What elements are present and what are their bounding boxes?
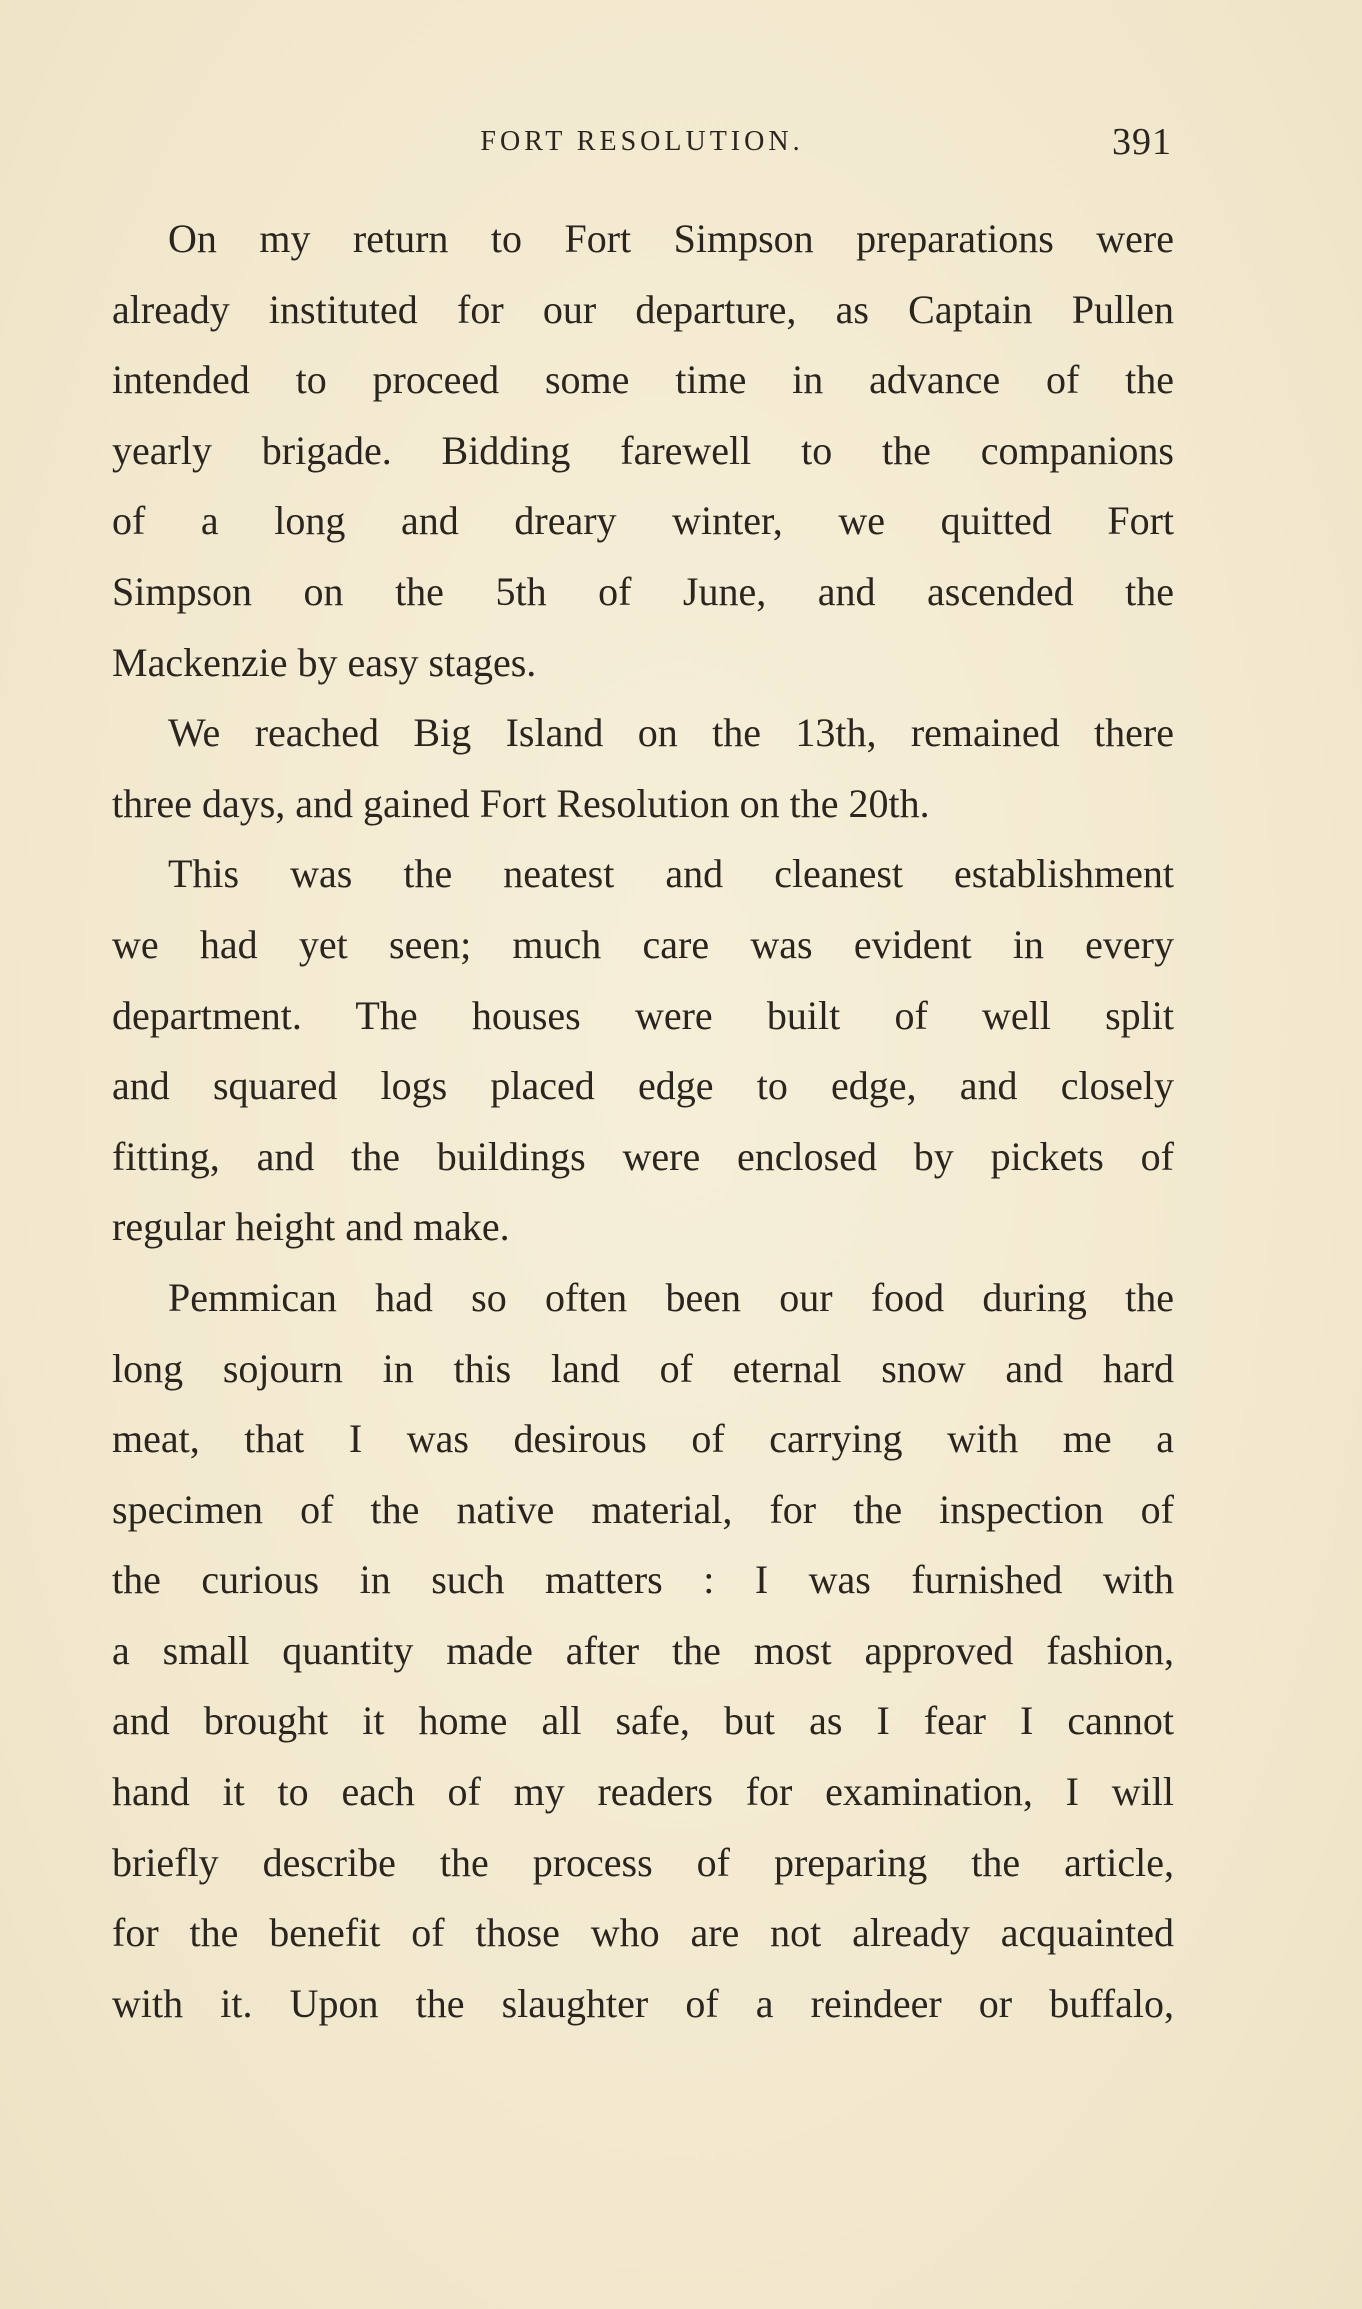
text-line: already instituted for our departure, as Captain Pullen <box>112 286 1174 332</box>
text-line: regular height and make. <box>112 1204 510 1250</box>
text-line: Simpson on the 5th of June, and ascended the <box>112 568 1174 614</box>
text-line: We reached Big Island on the 13th, remained there <box>168 710 1174 756</box>
running-title: FORT RESOLUTION. <box>480 126 804 157</box>
running-head <box>112 120 1172 164</box>
text-line: three days, and gained Fort Resolution on the 20th. <box>112 780 930 826</box>
text-line: Mackenzie by easy stages. <box>112 639 537 685</box>
text-line: briefly describe the process of preparing the article, <box>112 1839 1174 1885</box>
text-line: for the benefit of those who are not already acquainted <box>112 1910 1174 1956</box>
text-line: department. The houses were built of well split <box>112 992 1174 1038</box>
page-number: 391 <box>1112 121 1172 163</box>
text-line: a small quantity made after the most approved fashion, <box>112 1627 1174 1673</box>
text-line: yearly brigade. Bidding farewell to the companions <box>112 427 1174 473</box>
text-line: This was the neatest and cleanest establishment <box>168 851 1174 897</box>
text-line: the curious in such matters : I was furnished with <box>112 1557 1174 1603</box>
text-line: and squared logs placed edge to edge, and closely <box>112 1063 1174 1109</box>
text-line: we had yet seen; much care was evident in every <box>112 921 1174 967</box>
text-line: specimen of the native material, for the inspection of <box>112 1486 1174 1532</box>
text-line: Pemmican had so often been our food during the <box>168 1274 1174 1320</box>
text-line: hand it to each of my readers for examination, I will <box>112 1769 1174 1815</box>
text-line: fitting, and the buildings were enclosed by pickets of <box>112 1133 1174 1179</box>
text-line: On my return to Fort Simpson preparations were <box>168 216 1174 261</box>
text-line: intended to proceed some time in advance of the <box>112 357 1174 403</box>
text-line: with it. Upon the slaughter of a reindeer or buffalo, <box>112 1980 1174 2026</box>
text-line: and brought it home all safe, but as I fear I cannot <box>112 1698 1174 1744</box>
text-line: of a long and dreary winter, we quitted Fort <box>112 498 1174 544</box>
body-text <box>112 204 1174 2039</box>
text-line: meat, that I was desirous of carrying with me a <box>112 1416 1174 1462</box>
text-line: long sojourn in this land of eternal snow and hard <box>112 1345 1174 1391</box>
